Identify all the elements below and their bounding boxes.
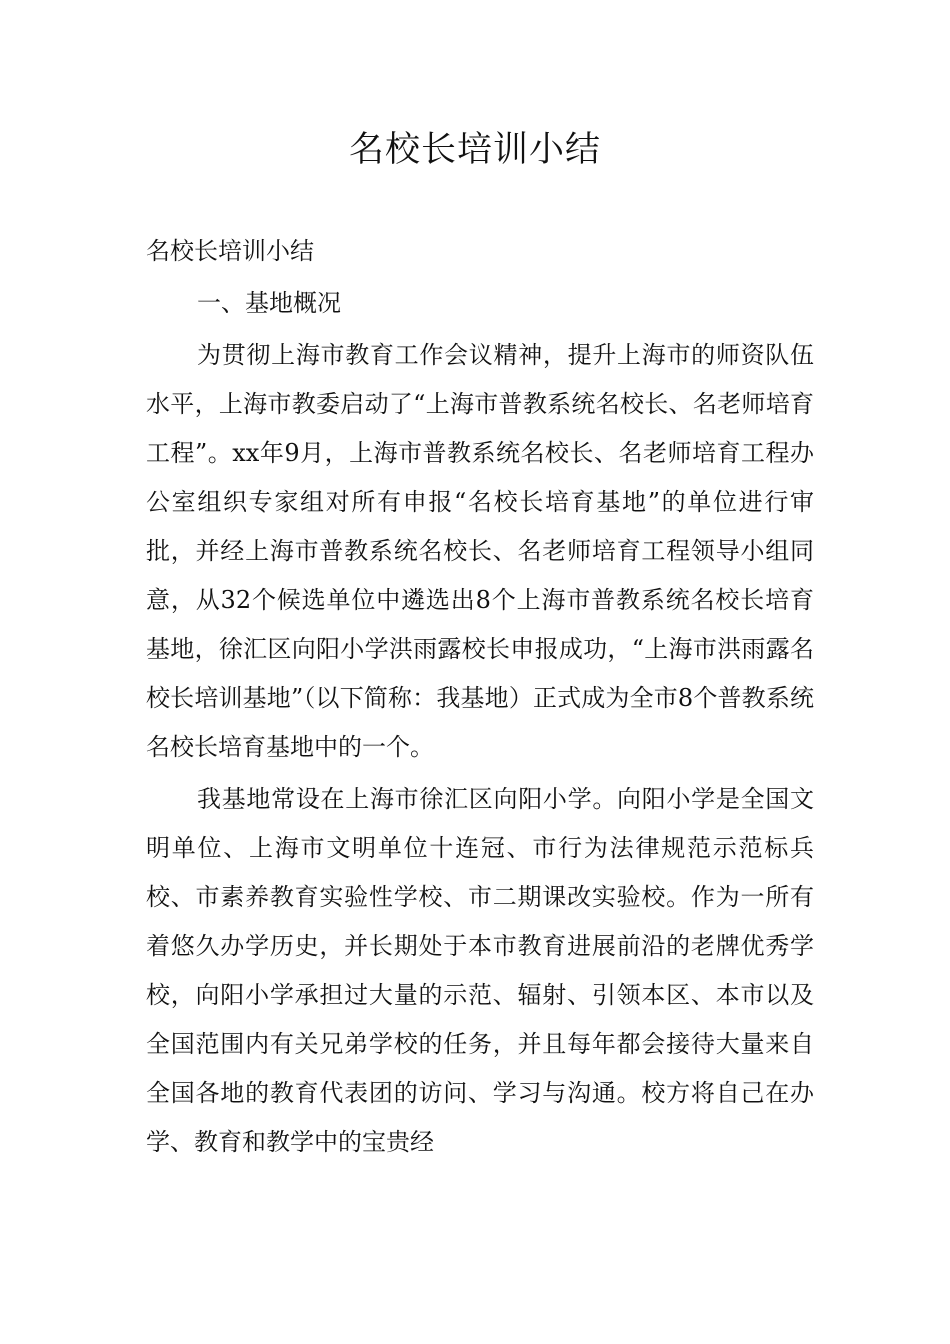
paragraph-1: 为贯彻上海市教育工作会议精神，提升上海市的师资队伍水平，上海市教委启动了“上海市普教系统名校长、名老师培育工程”。xx年9月，上海市普教系统名校长、名老师培育工程办公室组织专家组对所有申报“名校长培育基地”的单位进行审批，并经上海市普教系统名校长、名老师培育工程领导小组同意，从32个候选单位中遴选出8个上海市普教系统名校长培育基地，徐汇区向阳小学洪雨露校长申报成功，“上海市洪雨露名校长培训基地”（以下简称：我基地）正式成为全市8个普教系统名校长培育基地中的一个。 [146,341,814,761]
document-title: 名校长培训小结 [348,130,601,170]
paragraph-2: 我基地常设在上海市徐汇区向阳小学。向阳小学是全国文明单位、上海市文明单位十连冠、市行为法律规范示范标兵校、市素养教育实验性学校、市二期课改实验校。作为一所有着悠久办学历史，并长期处于本市教育进展前沿的老牌优秀学校，向阳小学承担过大量的示范、辐射、引领本区、本市以及全国范围内有关兄弟学校的任务，并且每年都会接待大量来自全国各地的教育代表团的访问、学习与沟通。校方将自己在办学、教育和教学中的宝贵经 [146,785,814,1156]
section-heading: 一、基地概况 [197,289,341,317]
document-body [146,227,814,1167]
document-subtitle: 名校长培训小结 [146,237,314,265]
